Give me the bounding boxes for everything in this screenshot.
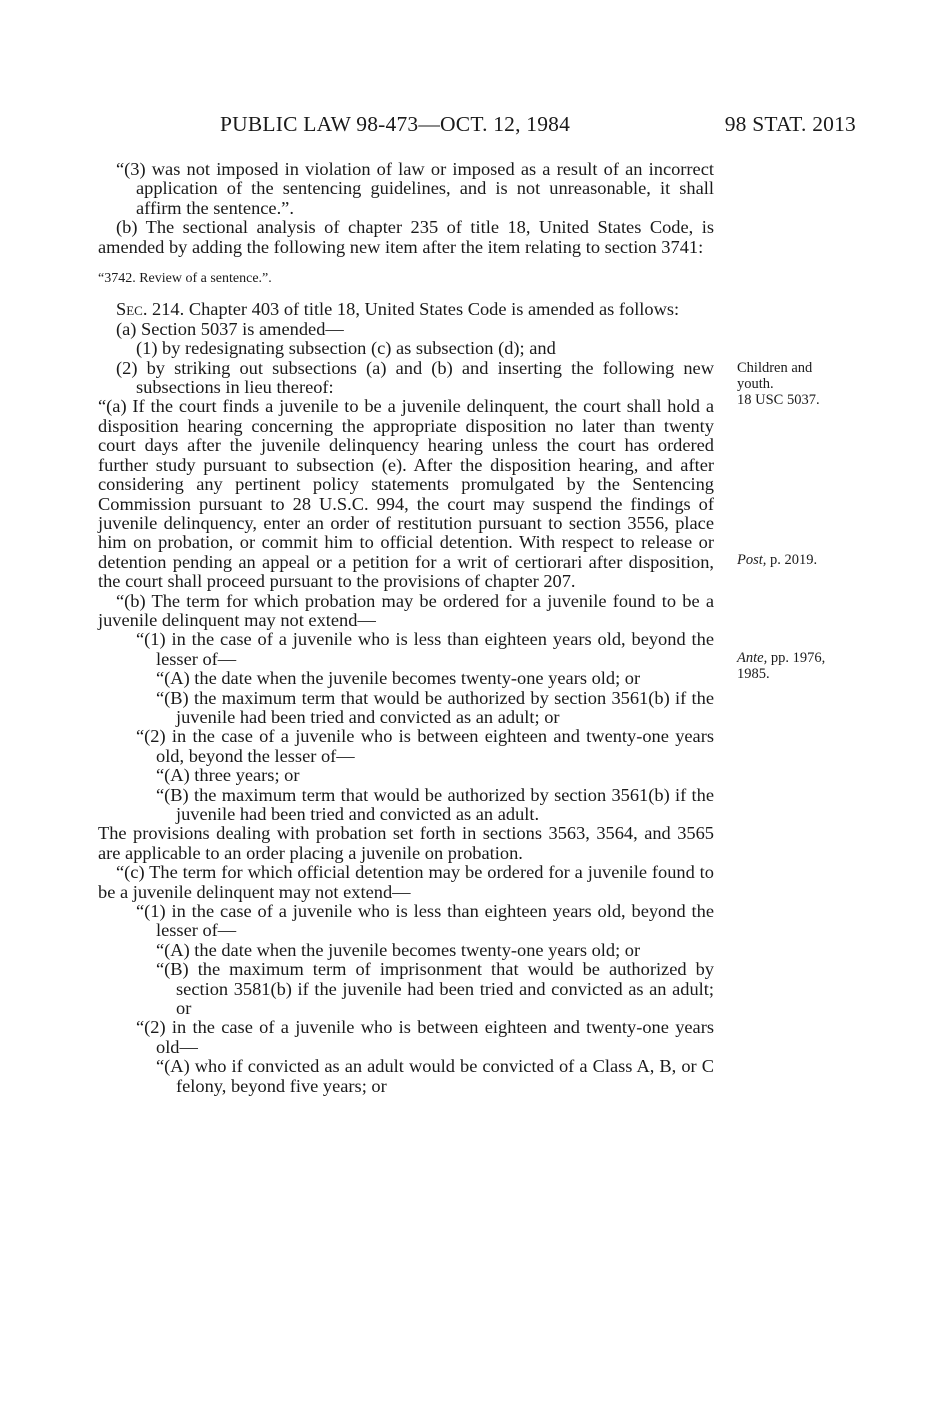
paragraph: “(c) The term for which official detention may be ordered for a juvenile found to be a juvenile delinquent may not extend— [98, 862, 714, 902]
margin-note-italic: Post, [737, 552, 767, 568]
paragraph: “(A) who if convicted as an adult would be convicted of a Class A, B, or C felony, beyond five years; or [156, 1056, 714, 1096]
margin-note-line: 18 USC 5037. [737, 392, 820, 408]
paragraph: “(A) the date when the juvenile becomes twenty-one years old; or [156, 668, 641, 689]
paragraph: “(B) the maximum term that would be authorized by section 3561(b) if the juvenile had been tried and convicted as an adult. [156, 784, 714, 824]
margin-note-line: 1985. [737, 666, 770, 682]
margin-note-line: Children and [737, 360, 813, 376]
header-title: PUBLIC LAW 98-473—OCT. 12, 1984 [220, 112, 571, 136]
margin-note-text: pp. 1976, [767, 650, 826, 666]
margin-note-line: youth. [737, 376, 774, 392]
section-label: Sec. [116, 299, 148, 320]
paragraph: “(1) in the case of a juvenile who is less than eighteen years old, beyond the lesser of— [136, 629, 714, 669]
margin-note-italic: Ante, [737, 650, 768, 666]
paragraph: “(1) in the case of a juvenile who is less than eighteen years old, beyond the lesser of— [136, 901, 714, 941]
paragraph: “(B) the maximum term that would be authorized by section 3561(b) if the juvenile had been tried and convicted as an adult; or [156, 687, 714, 727]
body-text [98, 160, 714, 1096]
paragraph: “(b) The term for which probation may be ordered for a juvenile found to be a juvenile delinquent may not extend— [98, 590, 714, 630]
paragraph: (2) by striking out subsections (a) and (b) and inserting the following new subsections in lieu thereof: [116, 357, 714, 398]
paragraph: “(2) in the case of a juvenile who is between eighteen and twenty-one years old, beyond the lesser of— [136, 726, 714, 766]
margin-note-text: p. 2019. [766, 552, 818, 568]
section-text: 214. Chapter 403 of title 18, United States Code is amended as follows: [147, 299, 680, 320]
paragraph: (1) by redesignating subsection (c) as subsection (d); and [136, 338, 556, 359]
margin-note-children [737, 360, 887, 408]
header-stat-page: 98 STAT. 2013 [724, 112, 856, 136]
paragraph: “(A) the date when the juvenile becomes twenty-one years old; or [156, 939, 641, 960]
paragraph: “(a) If the court finds a juvenile to be a juvenile delinquent, the court shall hold a disposition hearing concerning the appropriate disposition no later than twenty court days after the juvenile delinquency hearing unless the court has ordered further study pursuant to subsection (e). After the disposition hearing, and after considering any pertinent policy statements promulgated by the Sentencing Commission pursuant to 28 U.S.C. 994, the court may suspend the findings of juvenile delinquency, enter an order of restitution pursuant to section 3556, place him on probation, or commit him to official detention. With respect to release or detention pending an appeal or a petition for a writ of certiorari after disposition, the court shall proceed pursuant to the provisions of chapter 207. [98, 396, 714, 592]
paragraph: “(3) was not imposed in violation of law or imposed as a result of an incorrect application of the sentencing guidelines, and is not unreasonable, it shall affirm the sentence.”. [116, 159, 714, 218]
paragraph: “3742. Review of a sentence.”. [98, 271, 272, 287]
paragraph: (b) The sectional analysis of chapter 235 of title 18, United States Code, is amended by adding the following new item after the item relating to section 3741: [98, 217, 714, 257]
paragraph: “(2) in the case of a juvenile who is between eighteen and twenty-one years old— [136, 1017, 714, 1057]
margin-note-ante [737, 650, 887, 682]
margin-note-post [737, 552, 887, 568]
section-paragraph [98, 300, 714, 319]
paragraph: “(A) three years; or [156, 765, 300, 786]
paragraph: The provisions dealing with probation set forth in sections 3563, 3564, and 3565 are applicable to an order placing a juvenile on probation. [98, 823, 714, 863]
paragraph: “(B) the maximum term of imprisonment that would be authorized by section 3581(b) if the juvenile had been tried and convicted as an adult; or [156, 959, 714, 1019]
paragraph: (a) Section 5037 is amended— [116, 318, 344, 339]
